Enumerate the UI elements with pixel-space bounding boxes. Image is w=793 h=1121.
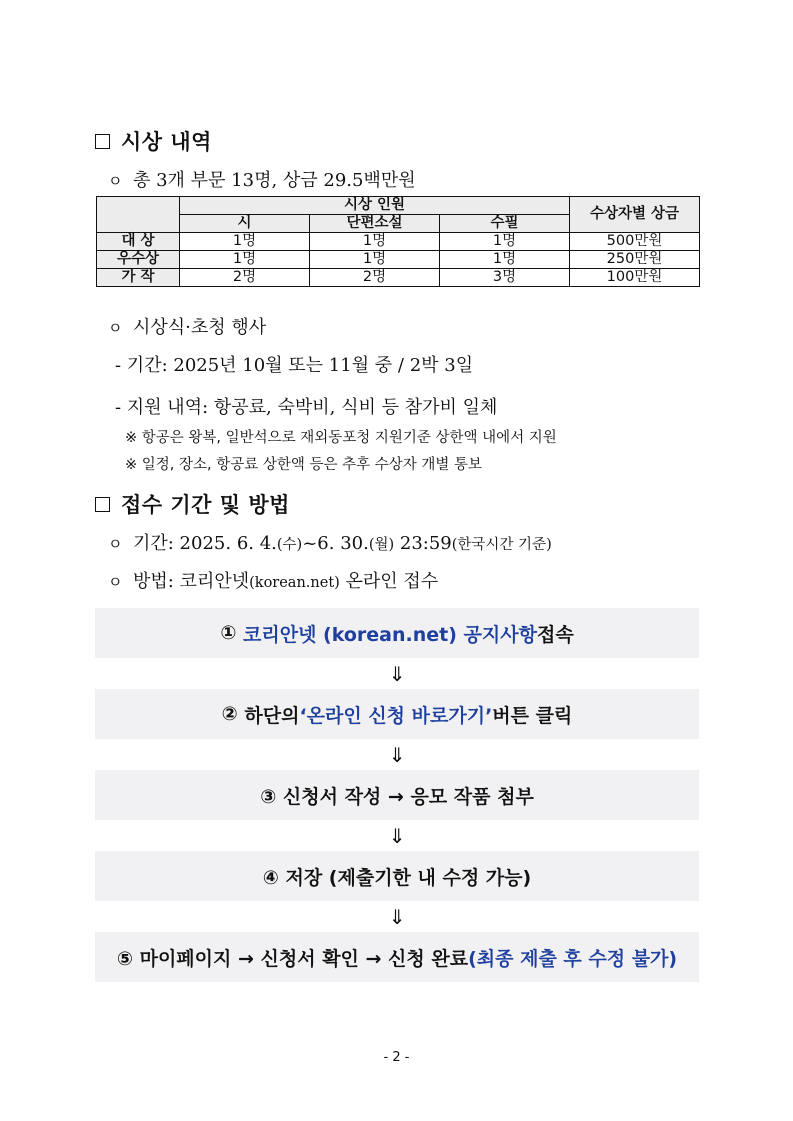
step-1-box: ① 코리안넷 (korean.net) 공지사항 접속 <box>95 608 699 658</box>
table-group-header: 시상 인원 <box>180 197 570 215</box>
section-heading-awards <box>95 126 212 156</box>
checkbox-square-icon <box>95 497 110 512</box>
table-cell: 2명 <box>310 269 440 287</box>
submission-period: ㅇ 기간: 2025. 6. 4.(수)~6. 30.(월) 23:59(한국시간 기준) <box>108 533 552 554</box>
table-cell: 1명 <box>310 233 440 251</box>
bullet-icon: ㅇ <box>108 319 123 337</box>
row-label: 가 작 <box>97 269 180 287</box>
table-row <box>97 251 700 269</box>
table-cell: 1명 <box>180 233 310 251</box>
table-prize-header: 수상자별 상금 <box>570 197 700 233</box>
ceremony-title: ㅇ 시상식·초청 행사 <box>108 317 267 338</box>
step-3-box: ③ 신청서 작성 → 응모 작품 첨부 <box>95 770 699 820</box>
table-cell: 100만원 <box>570 269 700 287</box>
section-heading-submission <box>95 489 290 519</box>
table-col-header: 단편소설 <box>310 215 440 233</box>
row-label: 대 상 <box>97 233 180 251</box>
step-highlight: ‘온라인 신청 바로가기’ <box>299 704 493 727</box>
table-cell: 2명 <box>180 269 310 287</box>
table-corner-cell <box>97 197 180 233</box>
submission-method: ㅇ 방법: 코리안넷(korean.net) 온라인 접수 <box>108 571 439 592</box>
table-row <box>97 269 700 287</box>
down-arrow-icon: ⇓ <box>388 905 406 929</box>
bullet-icon: ㅇ <box>108 535 123 553</box>
page-number: - 2 - <box>383 1050 410 1065</box>
step-number: ① <box>220 622 237 644</box>
down-arrow-icon: ⇓ <box>388 662 406 686</box>
step-highlight: (최종 제출 후 수정 불가) <box>468 947 678 970</box>
table-col-header: 수필 <box>440 215 570 233</box>
ceremony-note-1: ※ 항공은 왕복, 일반석으로 재외동포청 지원기준 상한액 내에서 지원 <box>125 430 557 446</box>
ceremony-note-2: ※ 일정, 장소, 항공료 상한액 등은 추후 수상자 개별 통보 <box>125 457 482 473</box>
table-cell: 500만원 <box>570 233 700 251</box>
ceremony-support: - 지원 내역: 항공료, 숙박비, 식비 등 참가비 일체 <box>115 397 498 418</box>
table-cell: 1명 <box>440 251 570 269</box>
down-arrow-icon: ⇓ <box>388 824 406 848</box>
table-cell: 250만원 <box>570 251 700 269</box>
step-highlight: 코리안넷 (korean.net) 공지사항 <box>243 623 537 646</box>
table-cell: 1명 <box>440 233 570 251</box>
table-col-header: 시 <box>180 215 310 233</box>
bullet-icon: ㅇ <box>108 573 123 591</box>
table-row <box>97 233 700 251</box>
table-cell: 1명 <box>310 251 440 269</box>
step-4-box: ④ 저장 (제출기한 내 수정 가능) <box>95 851 699 901</box>
bullet-icon: ㅇ <box>108 172 123 190</box>
step-5-box: ⑤ 마이페이지 → 신청서 확인 → 신청 완료 (최종 제출 후 수정 불가) <box>95 932 699 982</box>
step-number: ② <box>221 703 238 725</box>
down-arrow-icon: ⇓ <box>388 743 406 767</box>
step-2-box: ② 하단의 ‘온라인 신청 바로가기’ 버튼 클릭 <box>95 689 699 739</box>
table-cell: 3명 <box>440 269 570 287</box>
ceremony-period: - 기간: 2025년 10월 또는 11월 중 / 2박 3일 <box>115 355 474 376</box>
table-cell: 1명 <box>180 251 310 269</box>
section-title: 접수 기간 및 방법 <box>121 493 290 517</box>
row-label: 우수상 <box>97 251 180 269</box>
checkbox-square-icon <box>95 134 110 149</box>
section-title: 시상 내역 <box>121 130 212 154</box>
award-table <box>96 196 700 287</box>
awards-summary: ㅇ 총 3개 부문 13명, 상금 29.5백만원 <box>108 170 416 191</box>
